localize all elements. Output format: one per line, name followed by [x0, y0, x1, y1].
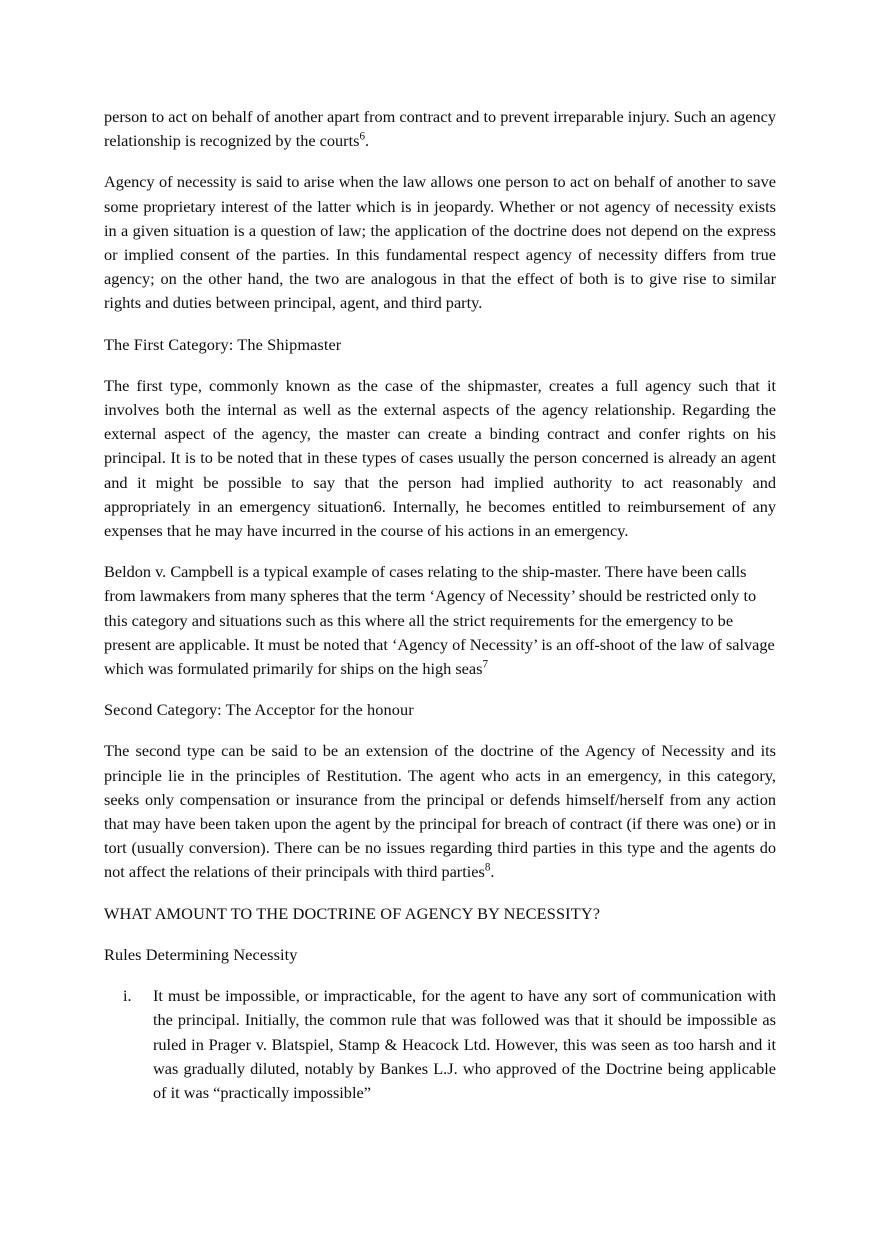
heading-first-category: The First Category: The Shipmaster: [104, 334, 342, 354]
rules-determining-necessity-list: [104, 984, 776, 1105]
paragraph-text-after-footnote: .: [365, 131, 370, 151]
heading-second-category: Second Category: The Acceptor for the honour: [104, 700, 414, 720]
paragraph-text-before-footnote: person to act on behalf of another apart from contract and to prevent irreparable injury. Such an agency relationship is recognized by the courts: [104, 107, 776, 151]
paragraph-text-before-footnote: The second type can be said to be an extension of the doctrine of the Agency of Necessity and its principle lie in the principles of Restitution. The agent who acts in an emergency, in this category, seeks only compensation or insurance from the principal or defends himself/herself from any action that may have been taken upon the agent by the principal for breach of contract (if there was one) or in tort (usually conversion). There can be no issues regarding third parties in this type and the agents do not affect the relations of their principals with third parties: [104, 741, 776, 882]
document-text-column: [104, 105, 776, 1122]
list-item-text: It must be impossible, or impracticable, for the agent to have any sort of communication with the principal. Initially, the common rule that was followed was that it should be impossible as ruled in Prager v. Blatspiel, Stamp & Heacock Ltd. However, this was seen as too harsh and it was gradually diluted, notably by Bankes L.J. who approved of the Doctrine being applicable of it was “practically impossible”: [153, 986, 776, 1102]
list-item: [104, 984, 776, 1105]
paragraph-beldon-v-campbell: [104, 560, 776, 681]
paragraph-text-before-footnote: Beldon v. Campbell is a typical example of cases relating to the ship-master. There have been calls from lawmakers from many spheres that the term ‘Agency of Necessity’ should be restricted only to this category and situations such as this where all the strict requirements for the emergency to be present are applicable. It must be noted that ‘Agency of Necessity’ is an off-shoot of the law of salvage which was formulated primarily for ships on the high seas: [104, 562, 775, 679]
footnote-marker-8: 8: [484, 862, 491, 875]
paragraph-first-type-shipmaster: The first type, commonly known as the case of the shipmaster, creates a full agency such that it involves both the internal as well as the external aspects of the agency relationship. Regarding the external aspect of the agency, the master can create a binding contract and confer rights on his principal. It is to be noted that in these types of cases usually the person concerned is already an agent and it might be possible to say that the person had implied authority to act reasonably and appropriately in an emergency situation6. Internally, he becomes entitled to reimbursement of any expenses that he may have incurred in the course of his actions in an emergency.: [104, 375, 776, 541]
paragraph-continued-courts: [104, 105, 776, 153]
paragraph-second-type-acceptor: [104, 739, 776, 884]
paragraph-agency-of-necessity-definition: Agency of necessity is said to arise when the law allows one person to act on behalf of another to save some proprietary interest of the latter which is in jeopardy. Whether or not agency of necessity exists in a given situation is a question of law; the application of the doctrine does not depend on the express or implied consent of the parties. In this fundamental respect agency of necessity differs from true agency; on the other hand, the two are analogous in that the effect of both is to give rise to similar rights and duties between principal, agent, and third party.: [104, 172, 776, 313]
paragraph-text-after-footnote: .: [490, 862, 495, 882]
heading-what-amount-to-doctrine: WHAT AMOUNT TO THE DOCTRINE OF AGENCY BY NECESSITY?: [104, 903, 601, 923]
footnote-marker-7: 7: [482, 658, 489, 671]
footnote-marker-6: 6: [359, 130, 365, 143]
list-item-marker: i.: [123, 986, 132, 1006]
heading-rules-determining-necessity: Rules Determining Necessity: [104, 944, 298, 964]
